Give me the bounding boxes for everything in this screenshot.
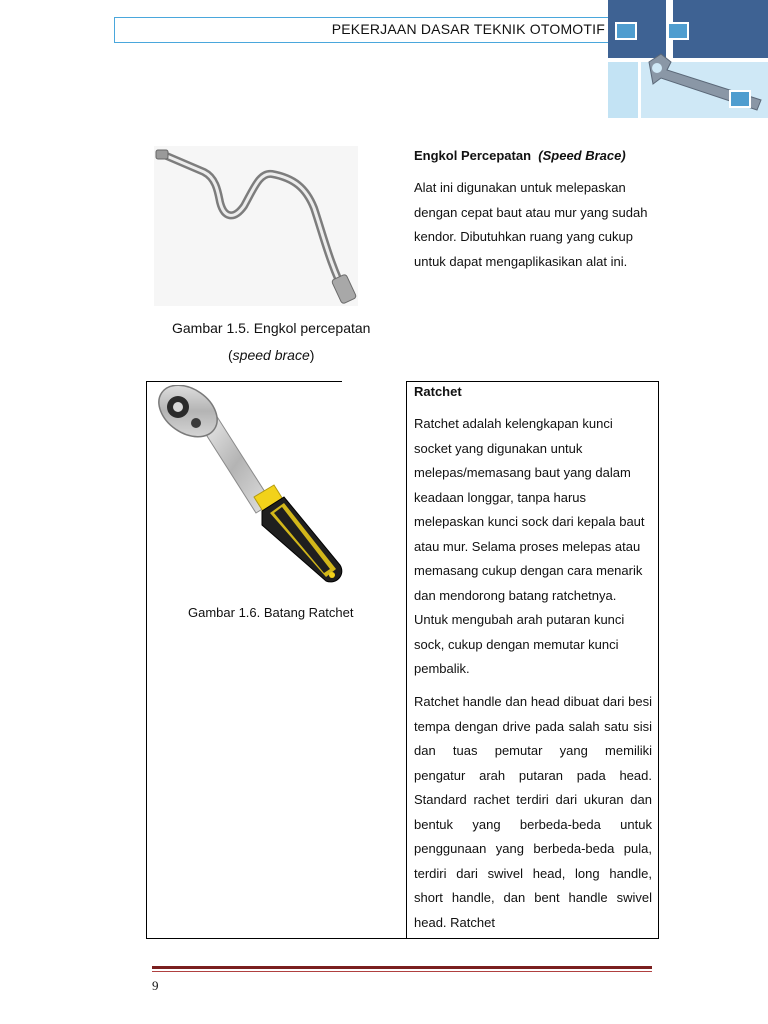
header-title: PEKERJAAN DASAR TEKNIK OTOMOTIF <box>331 21 605 37</box>
table-border <box>146 938 659 939</box>
speed-brace-heading-main: Engkol Percepatan <box>414 148 532 163</box>
speed-brace-description: Alat ini digunakan untuk melepaskan dengan cepat baut atau mur yang sudah kendor. Dibutuhkan ruang yang cukup untuk dapat mengaplikasikan alat ini. <box>414 180 648 269</box>
footer-rule <box>152 971 652 972</box>
ratchet-image <box>150 385 350 590</box>
table-border <box>407 381 659 382</box>
caption-paren: ( <box>228 347 233 363</box>
ratchet-paragraph-1: Ratchet adalah kelengkapan kunci socket yang digunakan untuk melepas/memasang baut yang dalam keadaan longgar, tanpa harus melepaskan kunci sock dari kepala baut atau mur. Selama proses melepas atau memasang cukup dengan cara menarik dan mendorong batang ratchetnya. Untuk mengubah arah putaran kunci sock, cukup dengan memutar kunci pembalik. <box>414 416 645 676</box>
decor-square <box>667 22 689 40</box>
ratchet-caption: Gambar 1.6. Batang Ratchet <box>188 605 354 620</box>
speed-brace-image <box>154 146 358 306</box>
table-border <box>406 381 407 939</box>
table-border <box>658 381 659 939</box>
decor-square <box>729 90 751 108</box>
header-bar <box>114 17 614 43</box>
speed-brace-caption: Gambar 1.5. Engkol percepatan <box>172 320 371 336</box>
decor-block <box>608 62 638 118</box>
speed-brace-heading-italic: (Speed Brace) <box>538 148 626 163</box>
speed-brace-heading <box>414 148 626 163</box>
table-border <box>146 381 147 939</box>
ratchet-paragraph-2: Ratchet handle dan head dibuat dari besi tempa dengan drive pada salah satu sisi dan tuas pemutar yang memiliki pengatur arah putaran pada head. Standard rachet terdiri dari ukuran dan bentuk yang berbeda-beda untuk penggunaan yang berbeda-beda pula, terdiri dari swivel head, long handle, short handle, dan bent handle swivel head. Ratchet <box>414 694 652 930</box>
caption-paren: ) <box>309 347 315 363</box>
header-decoration <box>603 0 768 118</box>
table-border <box>146 381 342 382</box>
caption-italic: speed brace <box>232 347 310 363</box>
decor-square <box>615 22 637 40</box>
speed-brace-caption-sub <box>228 347 314 363</box>
ratchet-heading: Ratchet <box>414 384 462 399</box>
page-number: 9 <box>152 978 159 993</box>
footer-rule <box>152 966 652 969</box>
